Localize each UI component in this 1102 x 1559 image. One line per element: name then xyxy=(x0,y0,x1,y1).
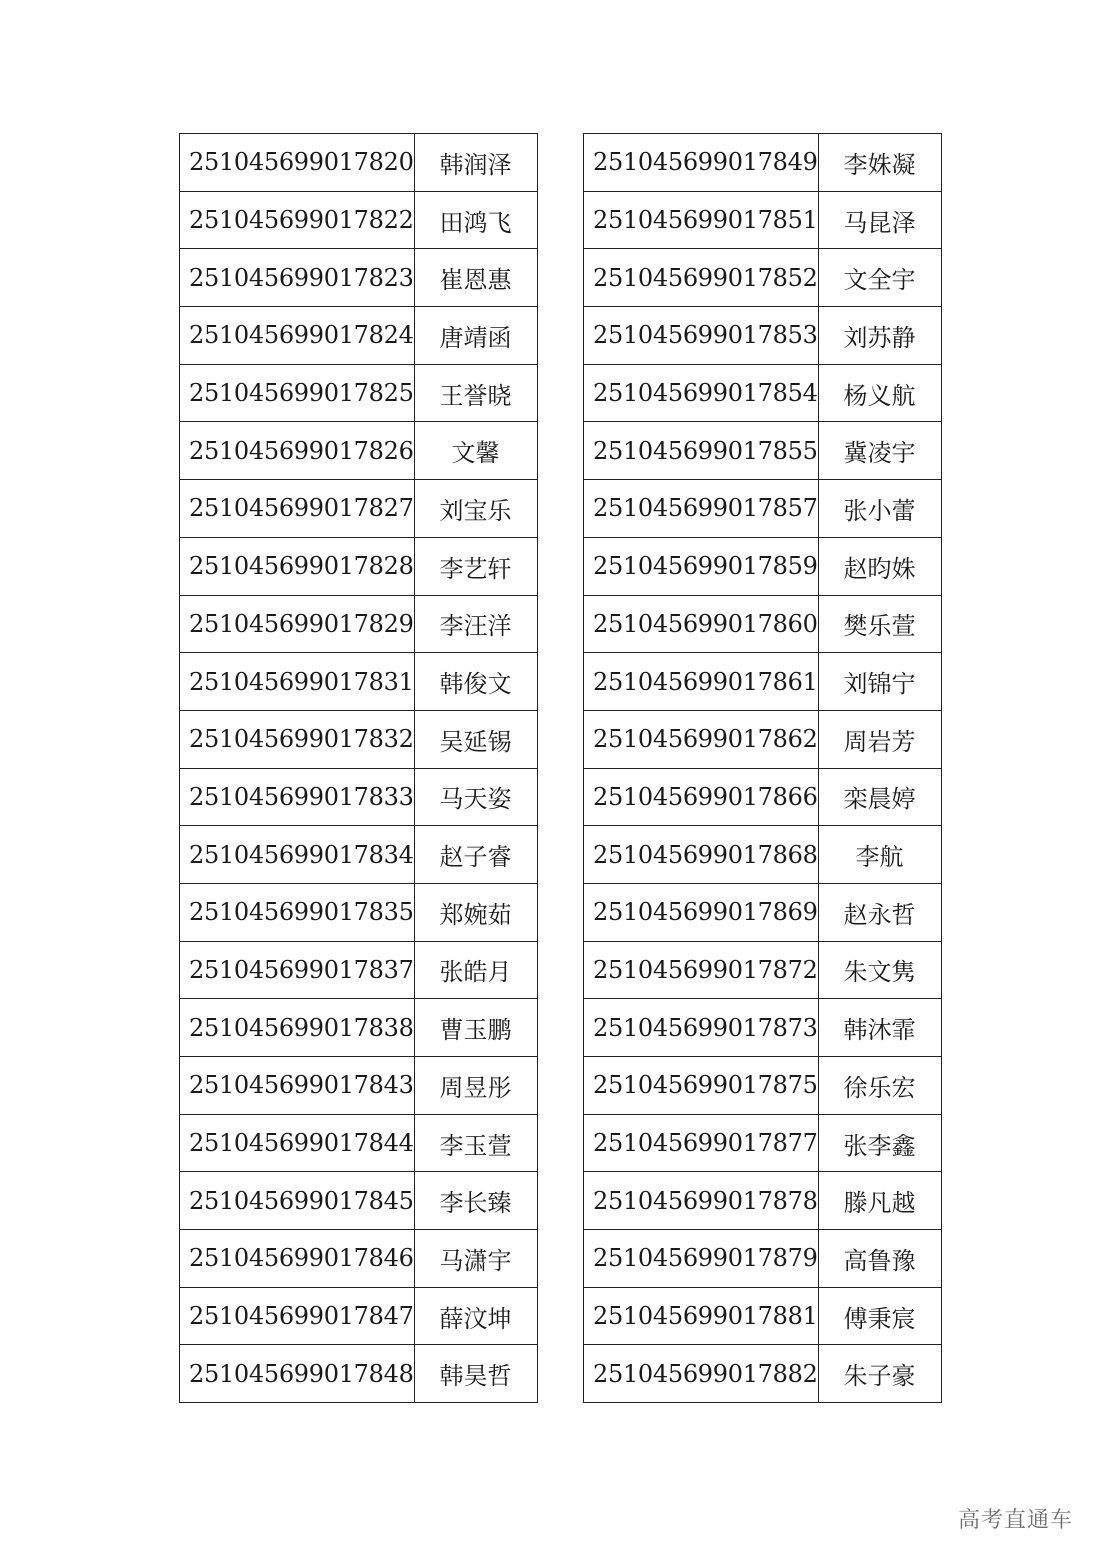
candidate-name-cell: 赵昀姝 xyxy=(818,537,941,595)
candidate-name-cell: 田鸿飞 xyxy=(414,191,537,249)
candidate-id-cell: 251045699017873 xyxy=(584,999,819,1057)
table-row xyxy=(180,537,538,595)
candidate-id-cell: 251045699017851 xyxy=(584,191,819,249)
candidate-id-cell: 251045699017859 xyxy=(584,537,819,595)
table-row xyxy=(584,249,942,307)
candidate-name-cell: 张李鑫 xyxy=(818,1114,941,1172)
candidate-id-cell: 251045699017837 xyxy=(180,941,415,999)
candidate-name-cell: 杨义航 xyxy=(818,364,941,422)
table-row xyxy=(180,307,538,365)
candidate-name-cell: 周昱彤 xyxy=(414,1057,537,1115)
candidate-name-cell: 李艺轩 xyxy=(414,537,537,595)
candidate-name-cell: 刘锦宁 xyxy=(818,653,941,711)
table-row xyxy=(180,941,538,999)
table-row xyxy=(180,422,538,480)
candidate-name-cell: 李长臻 xyxy=(414,1172,537,1230)
table-row xyxy=(584,1230,942,1288)
candidate-id-cell: 251045699017824 xyxy=(180,307,415,365)
candidate-id-cell: 251045699017825 xyxy=(180,364,415,422)
table-row xyxy=(180,883,538,941)
candidate-name-cell: 王誉晓 xyxy=(414,364,537,422)
table-row xyxy=(584,653,942,711)
table-row xyxy=(584,364,942,422)
candidate-name-cell: 樊乐萱 xyxy=(818,595,941,653)
candidate-name-cell: 傅秉宸 xyxy=(818,1287,941,1345)
candidate-id-cell: 251045699017823 xyxy=(180,249,415,307)
candidate-name-cell: 刘苏静 xyxy=(818,307,941,365)
candidate-name-cell: 韩沐霏 xyxy=(818,999,941,1057)
table-row xyxy=(584,1114,942,1172)
candidate-name-cell: 郑婉茹 xyxy=(414,883,537,941)
candidate-id-cell: 251045699017872 xyxy=(584,941,819,999)
candidate-id-cell: 251045699017833 xyxy=(180,768,415,826)
candidate-name-cell: 冀凌宇 xyxy=(818,422,941,480)
candidate-id-cell: 251045699017862 xyxy=(584,710,819,768)
candidate-name-cell: 薛汶坤 xyxy=(414,1287,537,1345)
candidate-name-cell: 李姝凝 xyxy=(818,134,941,192)
table-row xyxy=(180,595,538,653)
table-row xyxy=(180,1057,538,1115)
candidate-name-cell: 马昆泽 xyxy=(818,191,941,249)
candidate-name-cell: 朱子豪 xyxy=(818,1345,941,1403)
candidate-name-cell: 刘宝乐 xyxy=(414,480,537,538)
table-row xyxy=(584,191,942,249)
candidate-id-cell: 251045699017832 xyxy=(180,710,415,768)
candidate-id-cell: 251045699017879 xyxy=(584,1230,819,1288)
candidate-id-cell: 251045699017860 xyxy=(584,595,819,653)
table-row xyxy=(180,1287,538,1345)
roster-table-left xyxy=(179,133,538,1403)
table-row xyxy=(584,1057,942,1115)
candidate-id-cell: 251045699017861 xyxy=(584,653,819,711)
candidate-id-cell: 251045699017869 xyxy=(584,883,819,941)
candidate-name-cell: 韩俊文 xyxy=(414,653,537,711)
table-row xyxy=(584,595,942,653)
candidate-name-cell: 唐靖函 xyxy=(414,307,537,365)
candidate-name-cell: 韩昊哲 xyxy=(414,1345,537,1403)
candidate-id-cell: 251045699017877 xyxy=(584,1114,819,1172)
candidate-id-cell: 251045699017828 xyxy=(180,537,415,595)
table-row xyxy=(584,710,942,768)
table-row xyxy=(584,537,942,595)
candidate-name-cell: 文全宇 xyxy=(818,249,941,307)
table-row xyxy=(180,364,538,422)
candidate-id-cell: 251045699017829 xyxy=(180,595,415,653)
table-row xyxy=(180,1230,538,1288)
candidate-id-cell: 251045699017827 xyxy=(180,480,415,538)
candidate-id-cell: 251045699017855 xyxy=(584,422,819,480)
candidate-id-cell: 251045699017826 xyxy=(180,422,415,480)
table-row xyxy=(180,1172,538,1230)
candidate-id-cell: 251045699017849 xyxy=(584,134,819,192)
candidate-name-cell: 张皓月 xyxy=(414,941,537,999)
candidate-id-cell: 251045699017852 xyxy=(584,249,819,307)
candidate-id-cell: 251045699017845 xyxy=(180,1172,415,1230)
candidate-name-cell: 文馨 xyxy=(414,422,537,480)
candidate-id-cell: 251045699017868 xyxy=(584,826,819,884)
candidate-name-cell: 高鲁豫 xyxy=(818,1230,941,1288)
candidate-name-cell: 朱文隽 xyxy=(818,941,941,999)
table-row xyxy=(584,768,942,826)
table-row xyxy=(584,826,942,884)
table-row xyxy=(584,307,942,365)
table-row xyxy=(180,1114,538,1172)
candidate-name-cell: 马潇宇 xyxy=(414,1230,537,1288)
candidate-id-cell: 251045699017831 xyxy=(180,653,415,711)
table-row xyxy=(180,480,538,538)
table-row xyxy=(584,1172,942,1230)
table-row xyxy=(584,883,942,941)
candidate-id-cell: 251045699017843 xyxy=(180,1057,415,1115)
candidate-name-cell: 滕凡越 xyxy=(818,1172,941,1230)
candidate-name-cell: 赵永哲 xyxy=(818,883,941,941)
candidate-id-cell: 251045699017882 xyxy=(584,1345,819,1403)
table-row xyxy=(180,134,538,192)
candidate-name-cell: 李航 xyxy=(818,826,941,884)
table-row xyxy=(584,480,942,538)
roster-table-right xyxy=(583,133,942,1403)
table-row xyxy=(180,826,538,884)
candidate-id-cell: 251045699017820 xyxy=(180,134,415,192)
candidate-name-cell: 马天姿 xyxy=(414,768,537,826)
candidate-id-cell: 251045699017847 xyxy=(180,1287,415,1345)
candidate-id-cell: 251045699017822 xyxy=(180,191,415,249)
table-row xyxy=(180,191,538,249)
watermark-text: 高考直通车 xyxy=(957,1508,1073,1533)
table-row xyxy=(180,249,538,307)
candidate-name-cell: 赵子睿 xyxy=(414,826,537,884)
table-row xyxy=(180,999,538,1057)
candidate-name-cell: 张小蕾 xyxy=(818,480,941,538)
candidate-id-cell: 251045699017875 xyxy=(584,1057,819,1115)
candidate-id-cell: 251045699017878 xyxy=(584,1172,819,1230)
table-row xyxy=(584,941,942,999)
candidate-name-cell: 李汪洋 xyxy=(414,595,537,653)
candidate-id-cell: 251045699017854 xyxy=(584,364,819,422)
table-row xyxy=(180,710,538,768)
candidate-name-cell: 崔恩惠 xyxy=(414,249,537,307)
roster-table-left-body xyxy=(180,134,538,1403)
table-row xyxy=(584,999,942,1057)
table-row xyxy=(180,1345,538,1403)
candidate-id-cell: 251045699017844 xyxy=(180,1114,415,1172)
candidate-name-cell: 吴延锡 xyxy=(414,710,537,768)
table-row xyxy=(584,1345,942,1403)
candidate-id-cell: 251045699017835 xyxy=(180,883,415,941)
roster-table-right-body xyxy=(584,134,942,1403)
table-row xyxy=(584,422,942,480)
candidate-name-cell: 曹玉鹏 xyxy=(414,999,537,1057)
candidate-name-cell: 栾晨婷 xyxy=(818,768,941,826)
candidate-id-cell: 251045699017866 xyxy=(584,768,819,826)
candidate-name-cell: 韩润泽 xyxy=(414,134,537,192)
candidate-name-cell: 徐乐宏 xyxy=(818,1057,941,1115)
candidate-id-cell: 251045699017857 xyxy=(584,480,819,538)
table-row xyxy=(180,768,538,826)
candidate-id-cell: 251045699017846 xyxy=(180,1230,415,1288)
table-row xyxy=(584,1287,942,1345)
candidate-id-cell: 251045699017848 xyxy=(180,1345,415,1403)
table-row xyxy=(584,134,942,192)
candidate-id-cell: 251045699017834 xyxy=(180,826,415,884)
candidate-name-cell: 周岩芳 xyxy=(818,710,941,768)
candidate-id-cell: 251045699017881 xyxy=(584,1287,819,1345)
table-row xyxy=(180,653,538,711)
candidate-id-cell: 251045699017838 xyxy=(180,999,415,1057)
candidate-id-cell: 251045699017853 xyxy=(584,307,819,365)
candidate-name-cell: 李玉萱 xyxy=(414,1114,537,1172)
